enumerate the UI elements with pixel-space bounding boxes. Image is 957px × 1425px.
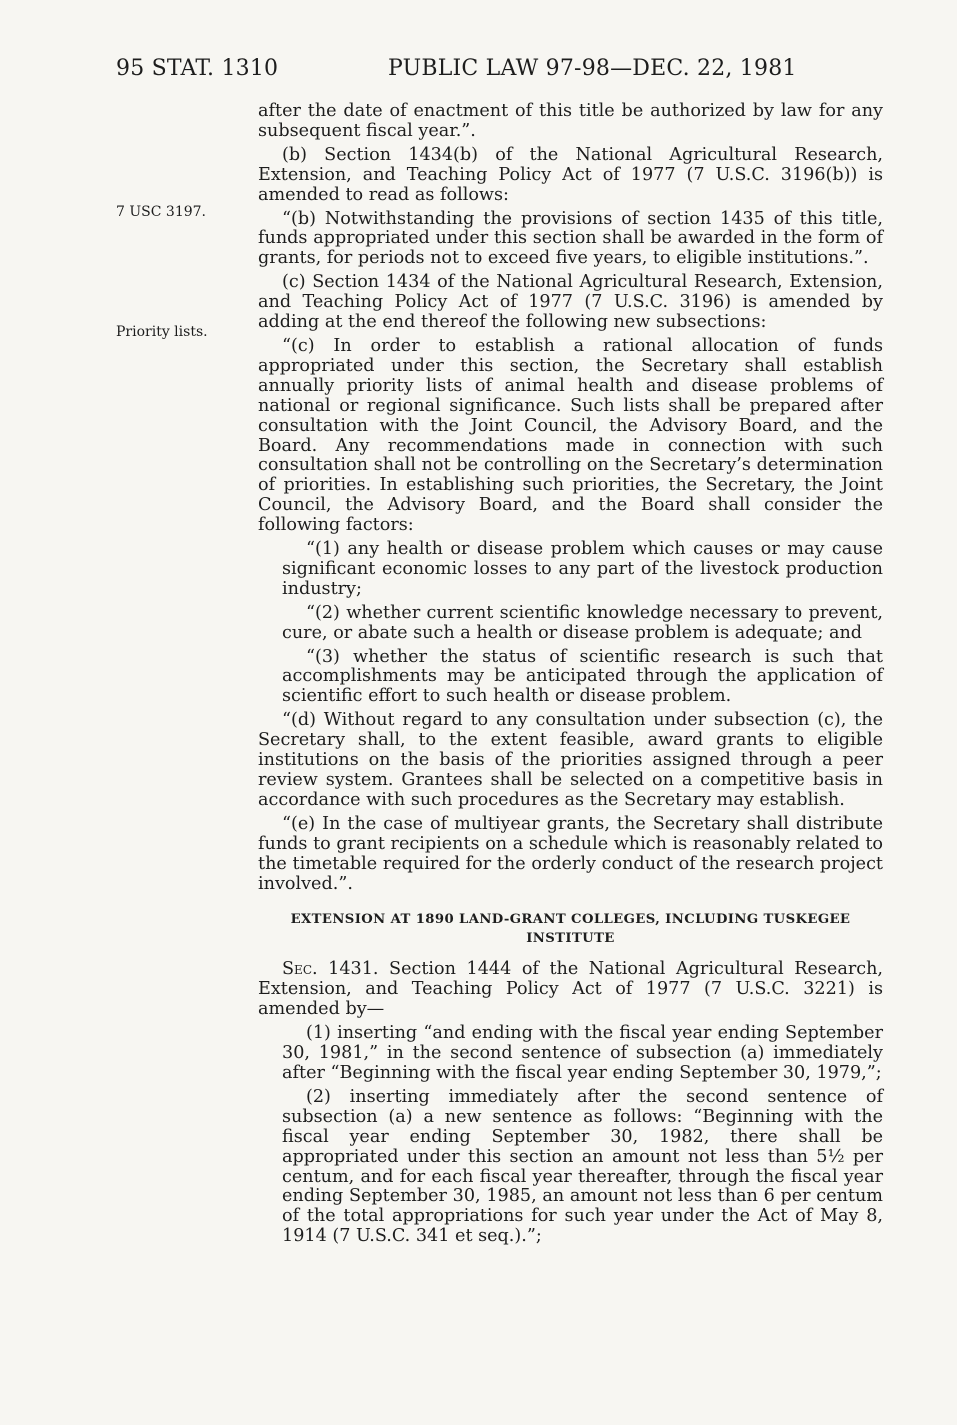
margin-note-priority: Priority lists. <box>116 324 208 340</box>
paragraph: (b) Section 1434(b) of the National Agricultural Research, Extension, and Teaching Policy Act of 1977 (7 U.S.C. 3196(b)) is amended to read as follows: <box>258 144 883 205</box>
paragraph <box>258 960 883 1020</box>
section-heading <box>258 910 883 948</box>
section-heading-line2: INSTITUTE <box>526 931 615 947</box>
body-text <box>258 102 883 1247</box>
law-title: PUBLIC LAW 97-98—DEC. 22, 1981 <box>388 56 797 81</box>
paragraph: “(c) In order to establish a rational allocation of funds appropriated under this section, the Secretary shall establish annually priority lists of animal health and disease problems of national or regional significance. Such lists shall be prepared after consultation with the Joint Council, the Advisory Board, and the Board. Any recommendations made in connection with such consultation shall not be controlling on the Secretary’s determination of priorities. In establishing such priorities, the Secretary, the Joint Council, the Advisory Board, and the Board shall consider the following factors: <box>258 335 883 536</box>
paragraph: “(d) Without regard to any consultation under subsection (c), the Secretary shall, to the extent feasible, award grants to eligible institutions on the basis of the priorities assigned through a peer review system. Grantees shall be selected on a competitive basis in accordance with such procedures as the Secretary may establish. <box>258 710 883 810</box>
amendment-item: (1) inserting “and ending with the fiscal year ending September 30, 1981,” in the second sentence of subsection (a) immediately after “Beginning with the fiscal year ending September 30, 1979,”; <box>282 1023 883 1083</box>
factor-item: “(1) any health or disease problem which causes or may cause significant economic losses to any part of the livestock production industry; <box>282 539 883 599</box>
paragraph: after the date of enactment of this title be authorized by law for any subsequent fiscal year.”. <box>258 101 883 141</box>
amendment-item: (2) inserting immediately after the second sentence of subsection (a) a new sentence as follows: “Beginning with the fiscal year ending September 30, 1982, there shall be appropriated under this section an amount not less than 5½ per centum, and for each fiscal year thereafter, through the fiscal year ending September 30, 1985, an amount not less than 6 per centum of the total appropriations for such year under the Act of May 8, 1914 (7 U.S.C. 341 et seq.).”; <box>282 1086 883 1247</box>
section-label: Sec. 1431. <box>282 959 379 980</box>
section-heading-line1: EXTENSION AT 1890 LAND-GRANT COLLEGES, INCLUDING TUSKEGEE <box>290 912 851 928</box>
margin-note-usc: 7 USC 3197. <box>116 204 206 220</box>
paragraph: “(b) Notwithstanding the provisions of section 1435 of this title, funds appropriated under this section shall be awarded in the form of grants, for periods not to exceed five years, to eligible institutions.”. <box>258 208 883 269</box>
factor-item: “(3) whether the status of scientific research is such that accomplishments may be anticipated through the application of scientific effort to such health or disease problem. <box>282 646 883 707</box>
paragraph: “(e) In the case of multiyear grants, the Secretary shall distribute funds to grant recipients on a schedule which is reasonably related to the timetable required for the orderly conduct of the research project involved.”. <box>258 813 883 894</box>
paragraph: (c) Section 1434 of the National Agricultural Research, Extension, and Teaching Policy Act of 1977 (7 U.S.C. 3196) is amended by adding at the end thereof the following new subsections: <box>258 272 883 333</box>
stat-number: 95 STAT. 1310 <box>116 56 279 81</box>
section-text: Section 1444 of the National Agricultural Research, Extension, and Teaching Policy Act of 1977 (7 U.S.C. 3221) is amended by— <box>258 959 884 1020</box>
factor-item: “(2) whether current scientific knowledge necessary to prevent, cure, or abate such a health or disease problem is adequate; and <box>282 602 883 643</box>
